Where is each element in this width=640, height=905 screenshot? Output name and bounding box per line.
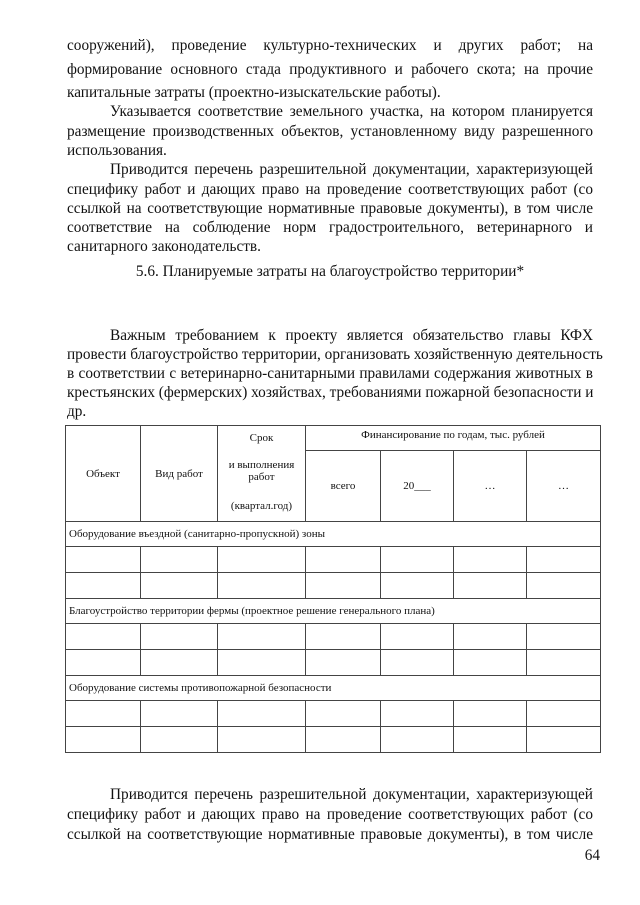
section-row-fire-safety: Оборудование системы противопожарной безопасности bbox=[66, 676, 601, 701]
para3-line3: ссылкой на соответствующие нормативные правовые документы), в том числе bbox=[67, 200, 593, 217]
para4-line1: Важным требованием к проекту является обязательство главы КФХ bbox=[110, 327, 593, 344]
para4-line2: провести благоустройство территории, организовать хозяйственную деятельность bbox=[67, 346, 603, 363]
section-row-entry-zone: Оборудование въездной (санитарно-пропускной) зоны bbox=[66, 522, 601, 547]
para4-line4: крестьянских (фермерских) хозяйствах, требованиями пожарной безопасности и bbox=[67, 384, 594, 401]
header-term: Срок bbox=[218, 426, 306, 451]
header-term-quarter: (квартал.год) bbox=[218, 491, 306, 522]
table-row bbox=[66, 573, 601, 599]
para4-line5: др. bbox=[67, 403, 87, 420]
para1-line3: капитальные затраты (проектно-изыскательские работы). bbox=[67, 84, 441, 101]
financing-table bbox=[65, 425, 601, 753]
table-row bbox=[66, 727, 601, 753]
table-row bbox=[66, 650, 601, 676]
para2-line3: использования. bbox=[67, 142, 167, 159]
header-year: 20___ bbox=[381, 451, 454, 522]
section-heading: 5.6. Планируемые затраты на благоустройство территории* bbox=[135, 263, 525, 280]
section-row-farm-improvement: Благоустройство территории фермы (проектное решение генерального плана) bbox=[66, 599, 601, 624]
header-dots-2: … bbox=[527, 451, 601, 522]
para1-line1: сооружений), проведение культурно-технических и других работ; на bbox=[67, 37, 593, 54]
header-total: всего bbox=[306, 451, 381, 522]
table-row bbox=[66, 624, 601, 650]
header-object: Объект bbox=[66, 426, 141, 522]
para3-line5: санитарного законодательств. bbox=[67, 238, 261, 255]
para5-line1: Приводится перечень разрешительной документации, характеризующей bbox=[110, 786, 593, 803]
para3-line1: Приводится перечень разрешительной документации, характеризующей bbox=[110, 161, 593, 178]
header-dots-1: … bbox=[454, 451, 527, 522]
header-term-execution: и выполнения работ bbox=[218, 451, 306, 491]
page-number: 64 bbox=[584, 847, 600, 864]
header-financing: Финансирование по годам, тыс. рублей bbox=[306, 426, 601, 451]
para2-line2: размещение производственных объектов, установленному виду разрешенного bbox=[67, 123, 593, 140]
para3-line2: специфику работ и дающих право на проведение соответствующих работ (со bbox=[67, 181, 593, 198]
para3-line4: соответствие на соблюдение норм градостроительного, ветеринарного и bbox=[67, 219, 593, 236]
table-row bbox=[66, 547, 601, 573]
table-row bbox=[66, 701, 601, 727]
para5-line3: ссылкой на соответствующие нормативные правовые документы), в том числе bbox=[67, 826, 593, 843]
para1-line2: формирование основного стада продуктивного и рабочего скота; на прочие bbox=[67, 61, 593, 78]
para2-line1: Указывается соответствие земельного участка, на котором планируется bbox=[110, 103, 593, 120]
para5-line2: специфику работ и дающих право на проведение соответствующих работ (со bbox=[67, 806, 593, 823]
header-work-type: Вид работ bbox=[141, 426, 218, 522]
para4-line3: в соответствии с ветеринарно-санитарными правилами содержания животных в bbox=[67, 365, 593, 382]
